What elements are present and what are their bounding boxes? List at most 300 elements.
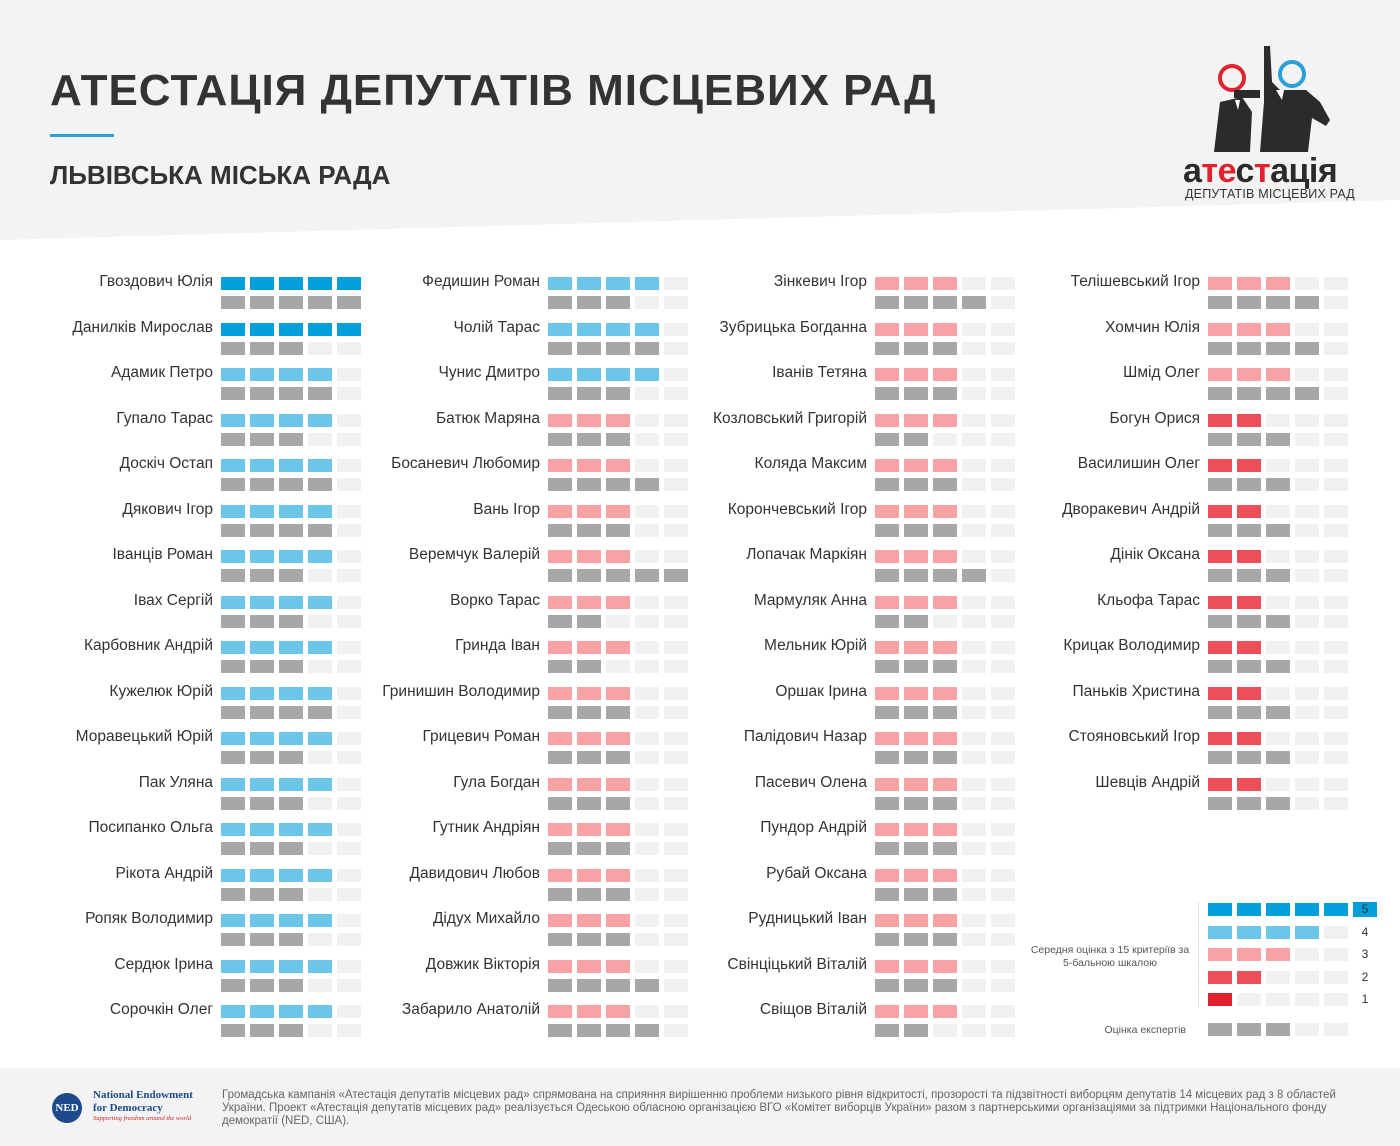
expert-segment	[548, 387, 572, 400]
score-segment	[548, 1005, 572, 1018]
expert-segment	[1208, 706, 1232, 719]
expert-segment	[548, 888, 572, 901]
score-segment	[577, 687, 601, 700]
deputy-name: Босаневич Любомир	[391, 455, 540, 472]
deputy-name: Сорочкін Олег	[109, 1001, 213, 1018]
expert-segment	[308, 433, 332, 446]
logo-word-part: а	[1183, 152, 1202, 190]
score-segment	[1295, 732, 1319, 745]
score-segment	[1237, 687, 1261, 700]
expert-segment	[606, 478, 630, 491]
expert-segment	[991, 888, 1015, 901]
expert-segment	[606, 387, 630, 400]
score-segment	[875, 641, 899, 654]
expert-segment	[933, 615, 957, 628]
ned-name-line2: for Democracy	[93, 1102, 163, 1114]
legend-segment	[1237, 948, 1261, 961]
expert-segment	[548, 433, 572, 446]
expert-segment	[1208, 433, 1232, 446]
expert-segment	[904, 979, 928, 992]
expert-segment	[308, 615, 332, 628]
score-segment	[904, 823, 928, 836]
expert-segment	[250, 433, 274, 446]
score-segment	[250, 323, 274, 336]
score-segment	[221, 687, 245, 700]
expert-segment	[933, 660, 957, 673]
score-segment	[875, 869, 899, 882]
score-segment	[577, 414, 601, 427]
expert-segment	[962, 706, 986, 719]
deputy-name: Палідович Назар	[743, 728, 867, 745]
expert-segment	[904, 933, 928, 946]
score-segment	[1237, 414, 1261, 427]
score-segment	[1295, 641, 1319, 654]
score-segment	[250, 778, 274, 791]
expert-segment	[279, 1024, 303, 1037]
expert-segment	[577, 433, 601, 446]
deputy-name: Коляда Максим	[754, 455, 867, 472]
deputy-name: Рудницький Іван	[748, 910, 867, 927]
expert-segment	[962, 660, 986, 673]
expert-segment	[279, 615, 303, 628]
deputy-name: Кльофа Тарас	[1097, 592, 1200, 609]
deputy-name: Зубрицька Богданна	[719, 319, 867, 336]
score-segment	[250, 368, 274, 381]
expert-segment	[221, 478, 245, 491]
expert-segment	[548, 296, 572, 309]
expert-segment	[308, 387, 332, 400]
expert-segment	[577, 797, 601, 810]
expert-segment	[904, 387, 928, 400]
score-segment	[1266, 732, 1290, 745]
score-segment	[548, 277, 572, 290]
score-segment	[250, 459, 274, 472]
expert-segment	[308, 478, 332, 491]
legend-segment	[1266, 948, 1290, 961]
legend-level-label: 1	[1361, 992, 1369, 1006]
score-segment	[1266, 778, 1290, 791]
expert-segment	[635, 979, 659, 992]
legend-segment	[1208, 903, 1232, 916]
expert-segment	[308, 296, 332, 309]
expert-segment	[991, 1024, 1015, 1037]
expert-segment	[635, 842, 659, 855]
expert-segment	[548, 1024, 572, 1037]
expert-segment	[664, 433, 688, 446]
expert-segment	[250, 342, 274, 355]
title-underline	[50, 134, 114, 137]
expert-segment	[1295, 569, 1319, 582]
expert-segment	[991, 433, 1015, 446]
expert-segment	[1208, 296, 1232, 309]
score-segment	[875, 459, 899, 472]
expert-segment	[933, 1024, 957, 1037]
score-segment	[962, 823, 986, 836]
expert-segment	[606, 706, 630, 719]
score-segment	[1208, 550, 1232, 563]
score-segment	[1266, 368, 1290, 381]
expert-segment	[577, 660, 601, 673]
score-segment	[1237, 778, 1261, 791]
expert-segment	[221, 615, 245, 628]
expert-segment	[337, 433, 361, 446]
expert-segment	[1295, 342, 1319, 355]
score-segment	[962, 960, 986, 973]
expert-segment	[548, 342, 572, 355]
score-segment	[1266, 505, 1290, 518]
expert-segment	[875, 751, 899, 764]
legend-segment	[1237, 926, 1261, 939]
expert-segment	[1237, 524, 1261, 537]
score-segment	[1208, 459, 1232, 472]
legend-segment	[1295, 926, 1319, 939]
score-segment	[962, 869, 986, 882]
score-segment	[1208, 732, 1232, 745]
score-segment	[577, 732, 601, 745]
expert-segment	[1208, 342, 1232, 355]
expert-segment	[250, 751, 274, 764]
deputy-name: Гринда Іван	[455, 637, 540, 654]
expert-segment	[875, 615, 899, 628]
score-segment	[904, 414, 928, 427]
expert-segment	[991, 797, 1015, 810]
deputy-name: Шевців Андрій	[1095, 774, 1200, 791]
deputy-name: Дворакевич Андрій	[1062, 501, 1200, 518]
score-segment	[221, 732, 245, 745]
score-segment	[1324, 459, 1348, 472]
deputy-name: Доскіч Остап	[119, 455, 213, 472]
expert-segment	[933, 797, 957, 810]
score-segment	[577, 960, 601, 973]
expert-segment	[962, 888, 986, 901]
expert-segment	[635, 387, 659, 400]
score-segment	[1324, 778, 1348, 791]
score-segment	[1266, 277, 1290, 290]
score-segment	[1295, 277, 1319, 290]
ned-tagline: Supporting freedom around the world	[93, 1115, 192, 1122]
score-segment	[933, 914, 957, 927]
expert-segment	[548, 706, 572, 719]
expert-segment	[933, 342, 957, 355]
expert-segment	[221, 660, 245, 673]
expert-segment	[221, 524, 245, 537]
expert-segment	[250, 387, 274, 400]
deputy-name: Данилків Мирослав	[72, 319, 213, 336]
score-segment	[875, 960, 899, 973]
score-segment	[1266, 459, 1290, 472]
score-segment	[904, 914, 928, 927]
logo-wordmark	[1183, 152, 1337, 191]
expert-segment	[1295, 797, 1319, 810]
expert-segment	[991, 569, 1015, 582]
expert-segment	[1324, 706, 1348, 719]
deputy-name: Рубай Оксана	[766, 865, 867, 882]
expert-segment	[1324, 387, 1348, 400]
expert-segment	[991, 660, 1015, 673]
score-segment	[250, 732, 274, 745]
expert-segment	[548, 842, 572, 855]
expert-segment	[664, 478, 688, 491]
expert-segment	[664, 888, 688, 901]
score-segment	[875, 368, 899, 381]
legend-expert-segment	[1266, 1023, 1290, 1036]
expert-segment	[1266, 478, 1290, 491]
legend-level-label: 4	[1361, 925, 1369, 939]
deputy-name: Пак Уляна	[138, 774, 213, 791]
score-segment	[1295, 323, 1319, 336]
expert-segment	[1295, 706, 1319, 719]
expert-segment	[962, 751, 986, 764]
expert-segment	[221, 751, 245, 764]
expert-segment	[577, 342, 601, 355]
expert-segment	[606, 751, 630, 764]
expert-segment	[577, 888, 601, 901]
expert-segment	[606, 524, 630, 537]
expert-segment	[577, 478, 601, 491]
expert-segment	[279, 751, 303, 764]
score-segment	[221, 778, 245, 791]
score-segment	[250, 823, 274, 836]
expert-segment	[337, 387, 361, 400]
expert-segment	[577, 296, 601, 309]
score-segment	[221, 505, 245, 518]
deputy-name: Телішевський Ігор	[1070, 273, 1200, 290]
score-segment	[1208, 505, 1232, 518]
expert-segment	[962, 433, 986, 446]
score-segment	[875, 414, 899, 427]
expert-segment	[635, 751, 659, 764]
expert-segment	[250, 524, 274, 537]
score-segment	[221, 550, 245, 563]
expert-segment	[904, 478, 928, 491]
score-segment	[875, 1005, 899, 1018]
deputy-name: Козловський Григорій	[713, 410, 867, 427]
score-segment	[904, 869, 928, 882]
score-segment	[904, 732, 928, 745]
expert-segment	[875, 569, 899, 582]
expert-segment	[1266, 615, 1290, 628]
score-segment	[1324, 596, 1348, 609]
score-segment	[1266, 596, 1290, 609]
score-segment	[221, 459, 245, 472]
deputy-name: Адамик Петро	[111, 364, 213, 381]
expert-segment	[1208, 615, 1232, 628]
score-segment	[875, 505, 899, 518]
legend-expert-segment	[1208, 1023, 1232, 1036]
score-segment	[221, 869, 245, 882]
expert-segment	[635, 524, 659, 537]
score-segment	[1295, 778, 1319, 791]
score-segment	[1324, 732, 1348, 745]
expert-segment	[308, 569, 332, 582]
expert-segment	[962, 524, 986, 537]
expert-segment	[577, 842, 601, 855]
expert-segment	[250, 888, 274, 901]
deputy-name: Крицак Володимир	[1063, 637, 1200, 654]
expert-segment	[1324, 751, 1348, 764]
score-segment	[1237, 368, 1261, 381]
score-segment	[1237, 732, 1261, 745]
score-segment	[1324, 641, 1348, 654]
expert-segment	[250, 1024, 274, 1037]
score-segment	[250, 641, 274, 654]
expert-segment	[221, 706, 245, 719]
expert-segment	[221, 1024, 245, 1037]
legend-segment	[1295, 948, 1319, 961]
expert-segment	[635, 888, 659, 901]
expert-segment	[1324, 569, 1348, 582]
score-segment	[904, 778, 928, 791]
score-segment	[1208, 323, 1232, 336]
score-segment	[577, 368, 601, 381]
score-segment	[548, 732, 572, 745]
legend-divider	[1198, 902, 1199, 1008]
score-segment	[1295, 687, 1319, 700]
expert-segment	[308, 706, 332, 719]
score-segment	[548, 869, 572, 882]
legend-segment	[1208, 948, 1232, 961]
expert-segment	[875, 979, 899, 992]
expert-segment	[1208, 524, 1232, 537]
expert-segment	[1324, 660, 1348, 673]
score-segment	[548, 368, 572, 381]
score-segment	[991, 960, 1015, 973]
expert-segment	[904, 660, 928, 673]
expert-segment	[606, 615, 630, 628]
expert-segment	[548, 933, 572, 946]
expert-segment	[1266, 387, 1290, 400]
expert-segment	[577, 615, 601, 628]
expert-segment	[221, 433, 245, 446]
score-segment	[1295, 368, 1319, 381]
legend-segment	[1324, 993, 1348, 1006]
deputy-name: Іванців Роман	[112, 546, 213, 563]
expert-segment	[962, 1024, 986, 1037]
score-segment	[1295, 459, 1319, 472]
score-segment	[1266, 323, 1290, 336]
legend-segment	[1208, 926, 1232, 939]
score-segment	[548, 550, 572, 563]
legend-segment	[1266, 903, 1290, 916]
deputy-name: Іванів Тетяна	[772, 364, 867, 381]
expert-segment	[250, 478, 274, 491]
score-segment	[933, 869, 957, 882]
expert-segment	[635, 706, 659, 719]
expert-segment	[664, 387, 688, 400]
expert-segment	[904, 842, 928, 855]
expert-segment	[664, 660, 688, 673]
expert-segment	[875, 524, 899, 537]
expert-segment	[548, 751, 572, 764]
expert-segment	[904, 569, 928, 582]
expert-segment	[308, 979, 332, 992]
deputy-name: Кужелюк Юрій	[109, 683, 213, 700]
deputy-name: Гупало Тарас	[116, 410, 213, 427]
score-segment	[1208, 368, 1232, 381]
legend-segment	[1324, 903, 1348, 916]
deputy-name: Гвоздович Юлія	[99, 273, 213, 290]
expert-segment	[933, 387, 957, 400]
ned-logo-icon: NED	[52, 1093, 82, 1123]
page-subtitle: ЛЬВІВСЬКА МІСЬКА РАДА	[50, 160, 391, 190]
score-segment	[1324, 505, 1348, 518]
deputy-name: Хомчин Юлія	[1105, 319, 1200, 336]
expert-segment	[577, 706, 601, 719]
score-segment	[221, 914, 245, 927]
score-segment	[1266, 414, 1290, 427]
deputy-name: Ворко Тарас	[450, 592, 540, 609]
expert-segment	[1237, 660, 1261, 673]
score-segment	[577, 505, 601, 518]
score-segment	[1295, 550, 1319, 563]
score-segment	[962, 1005, 986, 1018]
score-segment	[1266, 550, 1290, 563]
expert-segment	[664, 842, 688, 855]
expert-segment	[1295, 478, 1319, 491]
expert-segment	[991, 387, 1015, 400]
score-segment	[904, 277, 928, 290]
expert-segment	[279, 842, 303, 855]
score-segment	[904, 505, 928, 518]
expert-segment	[875, 706, 899, 719]
legend-segment	[1295, 971, 1319, 984]
expert-segment	[904, 342, 928, 355]
legend-segment	[1237, 903, 1261, 916]
expert-segment	[337, 615, 361, 628]
score-segment	[904, 596, 928, 609]
legend-segment	[1237, 971, 1261, 984]
expert-segment	[875, 1024, 899, 1037]
expert-segment	[664, 296, 688, 309]
deputy-name: Пасевич Олена	[754, 774, 867, 791]
expert-segment	[308, 842, 332, 855]
score-segment	[933, 960, 957, 973]
expert-segment	[250, 842, 274, 855]
score-segment	[1237, 323, 1261, 336]
deputy-name: Карбовник Андрій	[84, 637, 213, 654]
logo-word-part: с	[1235, 152, 1254, 190]
expert-segment	[1324, 433, 1348, 446]
expert-segment	[962, 933, 986, 946]
expert-segment	[875, 797, 899, 810]
expert-segment	[962, 387, 986, 400]
score-segment	[250, 414, 274, 427]
score-segment	[1208, 687, 1232, 700]
expert-segment	[635, 660, 659, 673]
expert-segment	[337, 888, 361, 901]
deputy-name: Давидович Любов	[409, 865, 540, 882]
deputy-name: Грицевич Роман	[422, 728, 540, 745]
ned-name-line1: National Endowment	[93, 1089, 193, 1101]
expert-segment	[1237, 478, 1261, 491]
expert-segment	[933, 888, 957, 901]
logo-subtitle: ДЕПУТАТІВ МІСЦЕВИХ РАД	[1185, 187, 1355, 201]
expert-segment	[904, 433, 928, 446]
score-segment	[577, 550, 601, 563]
expert-segment	[279, 888, 303, 901]
expert-segment	[279, 660, 303, 673]
expert-segment	[606, 660, 630, 673]
expert-segment	[606, 1024, 630, 1037]
expert-segment	[904, 524, 928, 537]
expert-segment	[337, 797, 361, 810]
deputy-name: Веремчук Валерій	[408, 546, 540, 563]
expert-segment	[279, 933, 303, 946]
expert-segment	[250, 979, 274, 992]
expert-segment	[1295, 751, 1319, 764]
expert-segment	[1237, 342, 1261, 355]
score-segment	[548, 505, 572, 518]
